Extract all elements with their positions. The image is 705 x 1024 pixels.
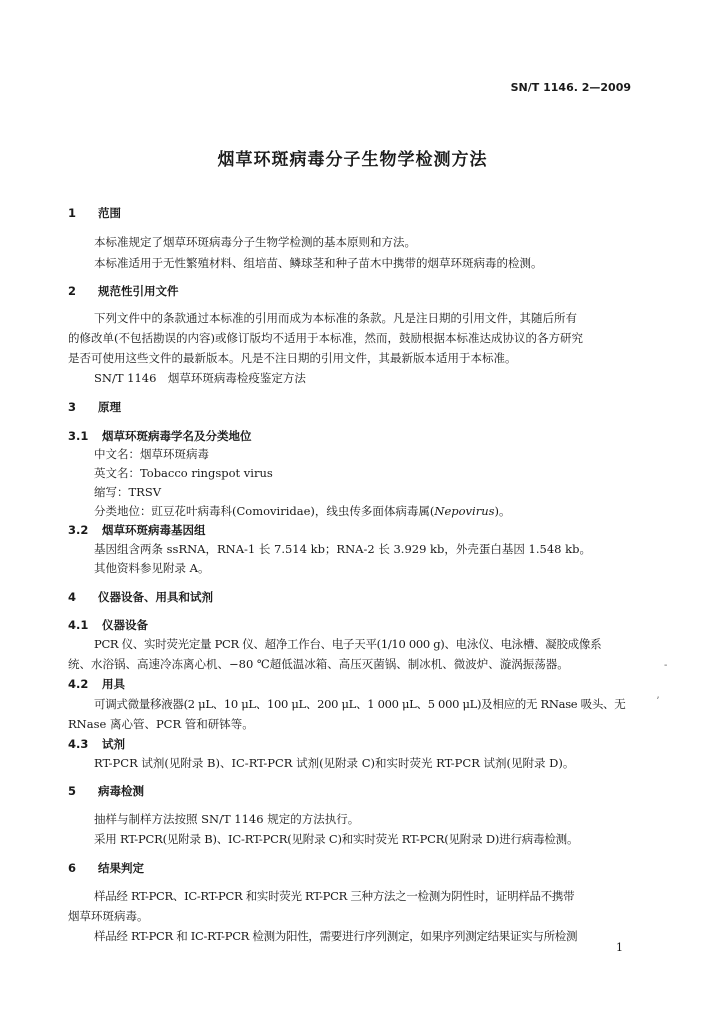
section-5-heading: 5 病毒检测 (68, 784, 144, 798)
section-4-heading: 4 仪器设备、用具和试剂 (68, 590, 213, 604)
scan-mark: ʼ (656, 696, 660, 707)
genome-description: 基因组含两条 ssRNA，RNA-1 长 7.514 kb；RNA-2 长 3.929 kb，外壳蛋白基因 1.548 kb。 (94, 542, 591, 556)
section-4-2-line-2: RNase 离心管、PCR 管和研钵等。 (68, 717, 254, 731)
section-3-heading: 3 原理 (68, 400, 121, 414)
document-title: 烟草环斑病毒分子生物学检测方法 (217, 150, 488, 170)
page-number: 1 (616, 941, 623, 954)
abbreviation: 缩写：TRSV (94, 485, 162, 499)
normative-reference: SN/T 1146 烟草环斑病毒检疫鉴定方法 (94, 371, 306, 385)
section-5-paragraph-2: 采用 RT-PCR(见附录 B)、IC-RT-PCR(见附录 C)和实时荧光 RT-PCR(见附录 D)进行病毒检测。 (94, 832, 579, 846)
section-6-heading: 6 结果判定 (68, 861, 144, 875)
section-1-paragraph-2: 本标准适用于无性繁殖材料、组培苗、鳞球茎和种子苗木中携带的烟草环斑病毒的检测。 (94, 256, 543, 270)
section-6-line-1: 样品经 RT-PCR、IC-RT-PCR 和实时荧光 RT-PCR 三种方法之一检测为阴性时，证明样品不携带 (94, 889, 575, 903)
chinese-name: 中文名：烟草环斑病毒 (94, 447, 209, 461)
section-4-2-line-1: 可调式微量移液器(2 μL、10 μL、100 μL、200 μL、1 000 μL、5 000 μL)及相应的无 RNase 吸头、无 (94, 697, 626, 711)
section-2-heading: 2 规范性引用文件 (68, 284, 179, 298)
section-6-line-2: 烟草环斑病毒。 (68, 909, 149, 923)
section-2-line-1: 下列文件中的条款通过本标准的引用而成为本标准的条款。凡是注日期的引用文件，其随后所有 (94, 311, 577, 325)
section-5-paragraph-1: 抽样与制样方法按照 SN/T 1146 规定的方法执行。 (94, 812, 360, 826)
section-4-3-line-1: RT-PCR 试剂(见附录 B)、IC-RT-PCR 试剂(见附录 C)和实时荧光 RT-PCR 试剂(见附录 D)。 (94, 756, 575, 770)
taxonomic-status: 分类地位：豇豆花叶病毒科(Comoviridae)，线虫传多面体病毒属(Nepovirus)。 (94, 504, 511, 518)
section-6-line-3: 样品经 RT-PCR 和 IC-RT-PCR 检测为阳性，需要进行序列测定，如果序列测定结果证实与所检测 (94, 929, 578, 943)
section-3-2-heading: 3.2 烟草环斑病毒基因组 (68, 523, 206, 537)
scan-mark: ‐ (664, 660, 668, 671)
section-3-1-heading: 3.1 烟草环斑病毒学名及分类地位 (68, 429, 252, 443)
section-2-line-2: 的修改单(不包括勘误的内容)或修订版均不适用于本标准，然而，鼓励根据本标准达成协议的各方研究 (68, 331, 583, 345)
section-4-1-line-2: 统、水浴锅、高速冷冻离心机、−80 ℃超低温冰箱、高压灭菌锅、制冰机、微波炉、漩涡振荡器。 (68, 657, 569, 671)
section-4-1-line-1: PCR 仪、实时荧光定量 PCR 仪、超净工作台、电子天平(1/10 000 g)、电泳仪、电泳槽、凝胶成像系 (94, 637, 602, 651)
section-4-2-heading: 4.2 用具 (68, 677, 125, 691)
section-4-1-heading: 4.1 仪器设备 (68, 618, 148, 632)
section-1-heading: 1 范围 (68, 206, 121, 220)
standard-code: SN/T 1146. 2—2009 (510, 81, 631, 94)
other-info: 其他资料参见附录 A。 (94, 561, 210, 575)
section-2-line-3: 是否可使用这些文件的最新版本。凡是不注日期的引用文件，其最新版本适用于本标准。 (68, 351, 517, 365)
english-name: 英文名：Tobacco ringspot virus (94, 466, 273, 480)
section-1-paragraph-1: 本标准规定了烟草环斑病毒分子生物学检测的基本原则和方法。 (94, 235, 416, 249)
section-4-3-heading: 4.3 试剂 (68, 737, 125, 751)
